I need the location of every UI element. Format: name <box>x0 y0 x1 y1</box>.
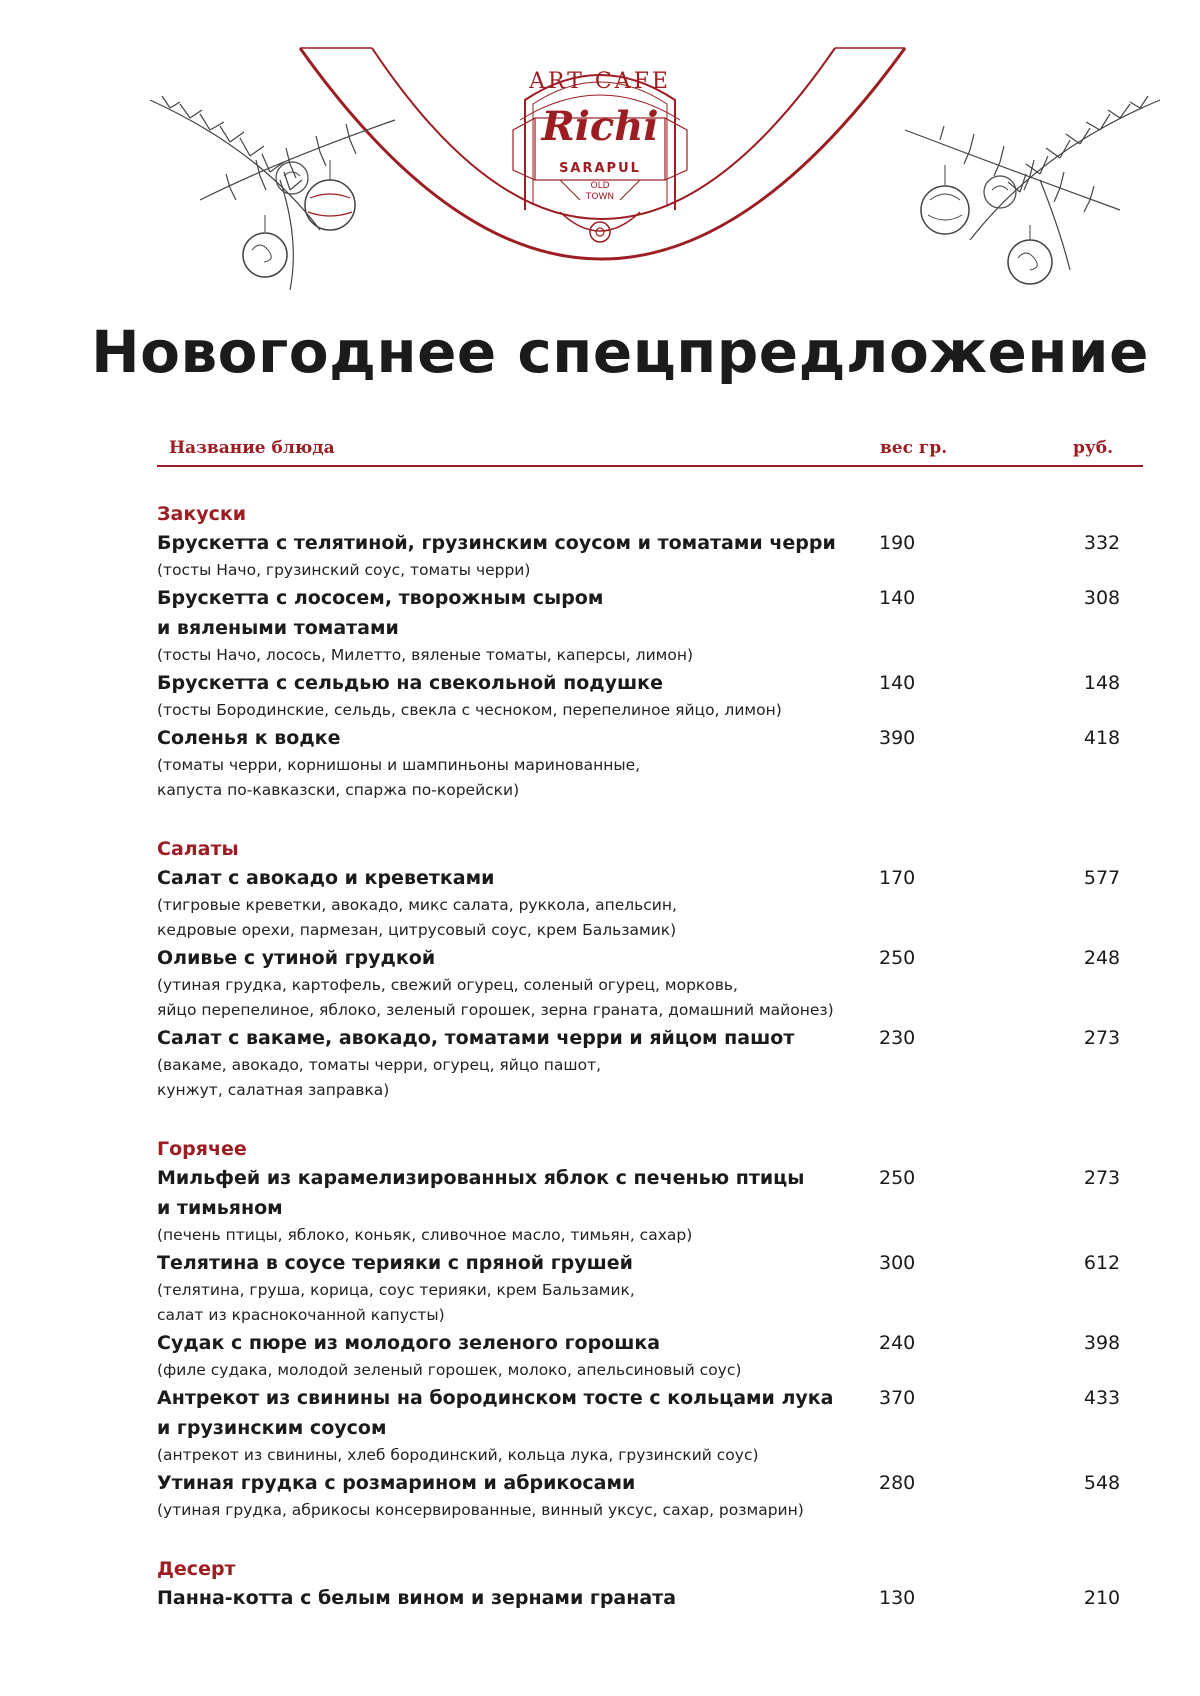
dish-weight: 250 <box>879 1167 916 1189</box>
menu-item <box>157 863 1147 943</box>
menu-item <box>157 1583 1147 1613</box>
dish-price: 577 <box>1083 867 1121 889</box>
dish-description: (антрекот из свинины, хлеб бородинский, кольца лука, грузинский соус) <box>157 1446 759 1464</box>
dish-name: Салат с авокадо и креветками <box>157 867 495 889</box>
dish-weight: 240 <box>879 1332 916 1354</box>
dish-weight: 390 <box>879 727 916 749</box>
section-title: Десерт <box>157 1558 236 1580</box>
menu-section <box>157 500 1147 803</box>
dish-description: (тигровые креветки, авокадо, микс салата, руккола, апельсин, кедровые орехи, пармезан, цитрусовый соус, крем Бальзамик) <box>157 896 677 939</box>
logo-city: SARAPUL <box>559 161 641 176</box>
header-divider <box>157 465 1143 467</box>
dish-weight: 370 <box>879 1387 916 1409</box>
menu-item <box>157 668 1147 723</box>
dish-price: 433 <box>1083 1387 1121 1409</box>
dish-name: Утиная грудка с розмарином и абрикосами <box>157 1472 636 1494</box>
dish-weight: 280 <box>879 1472 916 1494</box>
dish-price: 418 <box>1083 727 1121 749</box>
dish-description: (тосты Начо, лосось, Милетто, вяленые томаты, каперсы, лимон) <box>157 646 693 664</box>
dish-weight: 140 <box>879 672 916 694</box>
column-header-weight: вес гр. <box>880 438 948 458</box>
logo-district-1: OLD <box>590 181 610 191</box>
header-decoration <box>0 0 1200 310</box>
menu-item <box>157 1328 1147 1383</box>
dish-price: 248 <box>1083 947 1121 969</box>
menu-item <box>157 1248 1147 1328</box>
section-title: Салаты <box>157 838 239 860</box>
logo-frame <box>513 75 687 242</box>
dish-name: Антрекот из свинины на бородинском тосте с кольцами лука и грузинским соусом <box>157 1387 834 1439</box>
dish-price: 148 <box>1083 672 1121 694</box>
dish-description: (телятина, груша, корица, соус терияки, крем Бальзамик, салат из краснокочанной капусты) <box>157 1281 635 1324</box>
section-title: Горячее <box>157 1138 247 1160</box>
left-fir-branch <box>150 96 395 290</box>
right-ornament-3-icon <box>984 176 1016 208</box>
menu-item <box>157 583 1147 668</box>
dish-name: Соленья к водке <box>157 727 341 749</box>
right-ornament-1-icon <box>921 165 969 234</box>
dish-price: 273 <box>1083 1167 1121 1189</box>
logo-name: Richi <box>541 103 659 150</box>
right-fir-branch <box>905 96 1160 270</box>
logo-district-2: TOWN <box>585 192 615 202</box>
dish-description: (утиная грудка, абрикосы консервированные, винный уксус, сахар, розмарин) <box>157 1501 804 1519</box>
dish-description: (тосты Бородинские, сельдь, свекла с чесноком, перепелиное яйцо, лимон) <box>157 701 782 719</box>
left-ornament-3-icon <box>276 162 308 194</box>
menu-item <box>157 1023 1147 1103</box>
dish-description: (печень птицы, яблоко, коньяк, сливочное масло, тимьян, сахар) <box>157 1226 693 1244</box>
column-header-name: Название блюда <box>169 438 335 458</box>
dish-description: (тосты Начо, грузинский соус, томаты черри) <box>157 561 531 579</box>
logo-art-cafe: ART CAFE <box>529 69 671 94</box>
dish-name: Брускетта с сельдью на свекольной подушке <box>157 672 663 694</box>
dish-description: (томаты черри, корнишоны и шампиньоны маринованные, капуста по-кавказски, спаржа по-корейски) <box>157 756 641 799</box>
dish-name: Оливье с утиной грудкой <box>157 947 436 969</box>
menu-item <box>157 1383 1147 1468</box>
section-title: Закуски <box>157 503 247 525</box>
dish-weight: 170 <box>879 867 916 889</box>
menu-item <box>157 1468 1147 1523</box>
dish-name: Брускетта с телятиной, грузинским соусом и томатами черри <box>157 532 836 554</box>
right-ornament-2-icon <box>1008 225 1052 284</box>
dish-weight: 140 <box>879 587 916 609</box>
left-ornament-2-icon <box>243 215 287 277</box>
dish-weight: 190 <box>879 532 916 554</box>
menu-section <box>157 1135 1147 1523</box>
menu-item <box>157 943 1147 1023</box>
page-title: Новогоднее спецпредложение <box>91 318 1149 386</box>
dish-price: 398 <box>1083 1332 1121 1354</box>
dish-price: 210 <box>1083 1587 1121 1609</box>
dish-weight: 250 <box>879 947 916 969</box>
dish-name: Брускетта с лососем, творожным сыром и вялеными томатами <box>157 587 604 639</box>
dish-price: 273 <box>1083 1027 1121 1049</box>
menu-list <box>157 500 1147 1645</box>
menu-section <box>157 1555 1147 1613</box>
dish-name: Телятина в соусе терияки с пряной грушей <box>157 1252 633 1274</box>
dish-weight: 230 <box>879 1027 916 1049</box>
dish-name: Панна-котта с белым вином и зернами граната <box>157 1587 677 1609</box>
dish-weight: 300 <box>879 1252 916 1274</box>
dish-weight: 130 <box>879 1587 916 1609</box>
dish-description: (филе судака, молодой зеленый горошек, молоко, апельсиновый соус) <box>157 1361 742 1379</box>
dish-price: 548 <box>1083 1472 1121 1494</box>
menu-item <box>157 528 1147 583</box>
dish-price: 612 <box>1083 1252 1121 1274</box>
dish-price: 308 <box>1083 587 1121 609</box>
menu-section <box>157 835 1147 1103</box>
dish-price: 332 <box>1083 532 1121 554</box>
dish-name: Мильфей из карамелизированных яблок с печенью птицы и тимьяном <box>157 1167 805 1219</box>
menu-item <box>157 1163 1147 1248</box>
menu-item <box>157 723 1147 803</box>
dish-name: Судак с пюре из молодого зеленого горошка <box>157 1332 661 1354</box>
dish-description: (вакаме, авокадо, томаты черри, огурец, яйцо пашот, кунжут, салатная заправка) <box>157 1056 602 1099</box>
dish-description: (утиная грудка, картофель, свежий огурец, соленый огурец, морковь, яйцо перепелиное, яблоко, зеленый горошек, зерна граната, домашний майонез) <box>157 976 834 1019</box>
dish-name: Салат с вакаме, авокадо, томатами черри и яйцом пашот <box>157 1027 795 1049</box>
column-header-price: руб. <box>1073 438 1114 458</box>
